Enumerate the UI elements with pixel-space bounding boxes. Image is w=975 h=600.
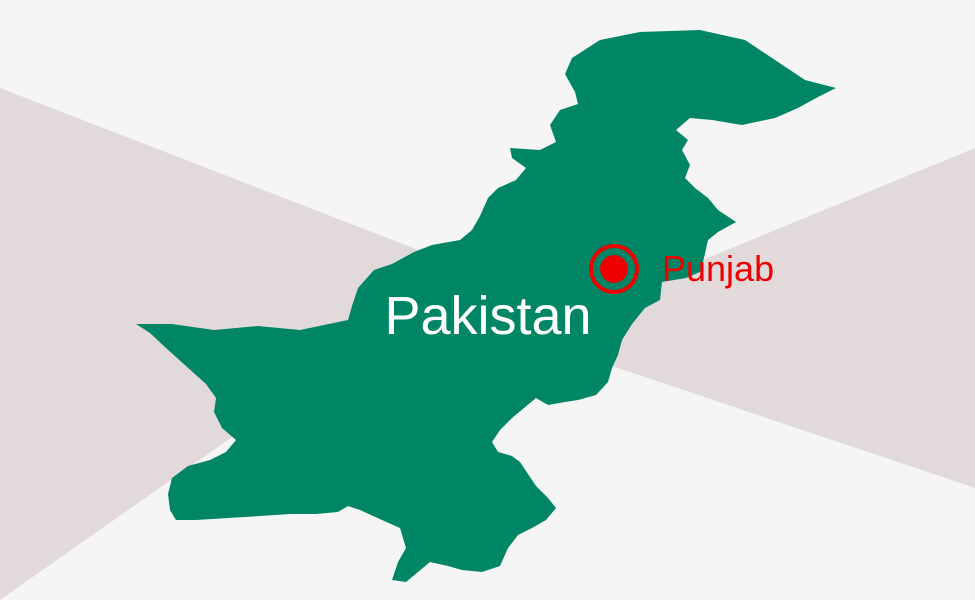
- country-label: Pakistan: [384, 286, 592, 346]
- marker-label: Punjab: [662, 248, 775, 289]
- location-dot: [600, 255, 628, 283]
